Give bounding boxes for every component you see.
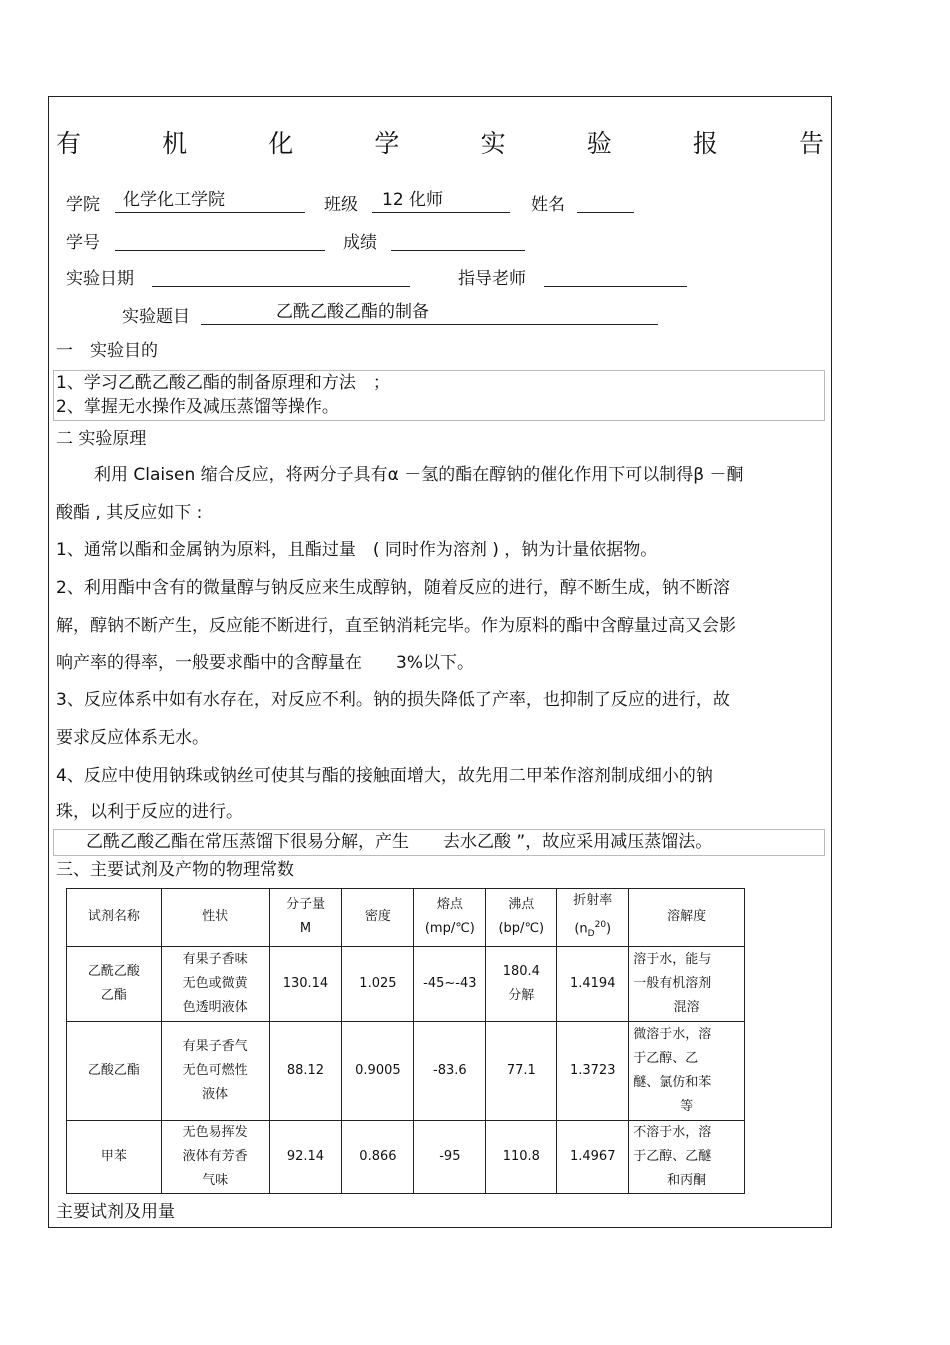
score-field[interactable] [391,226,525,251]
cell-refractive-index: 1.3723 [557,1021,629,1120]
cell-name: 乙酸乙酯 [67,1021,162,1120]
cell-bp: 110.8 [486,1120,557,1193]
cell-mw: 88.12 [269,1021,342,1120]
title-char: 告 [798,129,824,158]
college-value: 化学化工学院 [123,190,225,210]
student-id-label: 学号 [66,233,100,253]
teacher-label: 指导老师 [458,269,526,289]
cell-mp: -95 [414,1120,486,1193]
principle-line: 3、反应体系中如有水存在，对反应不利。钠的损失降低了产率，也抑制了反应的进行，故 [56,690,730,710]
class-label: 班级 [324,195,358,215]
section3-heading: 三、主要试剂及产物的物理常数 [56,860,294,880]
header-name: 试剂名称 [67,889,162,947]
title-char: 学 [374,129,400,158]
principle-line: 1、通常以酯和金属钠为原料，且酯过量 ( 同时作为溶剂 ) ，钠为计量依据物。 [56,540,658,560]
college-label: 学院 [66,195,100,215]
principle-line: 解，醇钠不断产生，反应能不断进行，直至钠消耗完毕。作为原料的酯中含醇量过高又会影 [56,616,736,636]
cell-solubility: 微溶于水，溶 于乙醇、乙 醚、氯仿和苯 等 [629,1021,745,1120]
objective-item: 2、掌握无水操作及减压蒸馏等操作。 [56,397,339,417]
distillation-note: 乙酰乙酸乙酯在常压蒸馏下很易分解，产生 去水乙酸 ”，故应采用减压蒸馏法。 [86,832,713,852]
principle-line: 利用 Claisen 缩合反应，将两分子具有α －氢的酯在醇钠的催化作用下可以制得β －酮 [94,465,744,485]
cell-mp: -45~-43 [414,946,486,1021]
cell-solubility: 不溶于水，溶 于乙醇、乙醚 和丙酮 [629,1120,745,1193]
class-value: 12 化师 [382,190,444,210]
properties-table [66,888,745,1194]
score-label: 成绩 [343,233,377,253]
title-char: 报 [692,129,718,158]
college-field[interactable] [115,188,305,213]
principle-line: 要求反应体系无水。 [56,728,209,748]
name-field[interactable] [577,188,634,213]
header-appearance: 性状 [161,889,269,947]
cell-refractive-index: 1.4967 [557,1120,629,1193]
cell-appearance: 有果子香气 无色可燃性 液体 [161,1021,269,1120]
cell-bp: 180.4 分解 [486,946,557,1021]
section2-heading: 二 实验原理 [56,429,147,449]
cell-mw: 130.14 [269,946,342,1021]
title-char: 验 [586,129,612,158]
cell-density: 0.866 [342,1120,414,1193]
table-header-row [67,889,745,947]
principle-line: 珠，以利于反应的进行。 [56,802,243,822]
cell-mp: -83.6 [414,1021,486,1120]
section1-heading: 一 实验目的 [56,341,158,361]
cell-name: 甲苯 [67,1120,162,1193]
objective-item: 1、学习乙酰乙酸乙酯的制备原理和方法 ； [56,373,390,393]
title-char: 化 [268,129,294,158]
class-field[interactable] [372,188,510,213]
date-label: 实验日期 [66,269,134,289]
cell-appearance: 无色易挥发 液体有芳香 气味 [161,1120,269,1193]
cell-density: 0.9005 [342,1021,414,1120]
cell-appearance: 有果子香味 无色或微黄 色透明液体 [161,946,269,1021]
header-density: 密度 [342,889,414,947]
header-refractive-index: 折射率 $(n_D^{20})$ [557,889,629,947]
report-title [56,124,824,160]
header-mw: 分子量 M [269,889,342,947]
name-label: 姓名 [531,195,565,215]
teacher-field[interactable] [544,262,687,287]
title-char: 实 [480,129,506,158]
title-char: 机 [162,129,188,158]
principle-line: 酸酯 , 其反应如下 : [56,503,203,523]
header-mp: 熔点 (mp/℃) [414,889,486,947]
topic-field[interactable] [201,300,658,325]
topic-value: 乙酰乙酸乙酯的制备 [276,302,429,322]
principle-line: 2、利用酯中含有的微量醇与钠反应来生成醇钠，随着反应的进行，醇不断生成，钠不断溶 [56,578,730,598]
principle-line: 4、反应中使用钠珠或钠丝可使其与酯的接触面增大，故先用二甲苯作溶剂制成细小的钠 [56,766,713,786]
header-bp: 沸点 (bp/℃) [486,889,557,947]
principle-line: 响产率的得率，一般要求酯中的含醇量在 3%以下。 [56,653,474,673]
cell-mw: 92.14 [269,1120,342,1193]
title-char: 有 [56,129,82,158]
table-row [67,1120,745,1193]
cell-solubility: 溶于水，能与 一般有机溶剂 混溶 [629,946,745,1021]
student-id-field[interactable] [115,226,325,251]
cell-refractive-index: 1.4194 [557,946,629,1021]
date-field[interactable] [152,262,410,287]
table-row [67,1021,745,1120]
topic-label: 实验题目 [122,307,190,327]
cell-bp: 77.1 [486,1021,557,1120]
table-row [67,946,745,1021]
cell-density: 1.025 [342,946,414,1021]
cell-name: 乙酰乙酸 乙酯 [67,946,162,1021]
header-solubility: 溶解度 [629,889,745,947]
reagents-footer: 主要试剂及用量 [56,1202,175,1222]
